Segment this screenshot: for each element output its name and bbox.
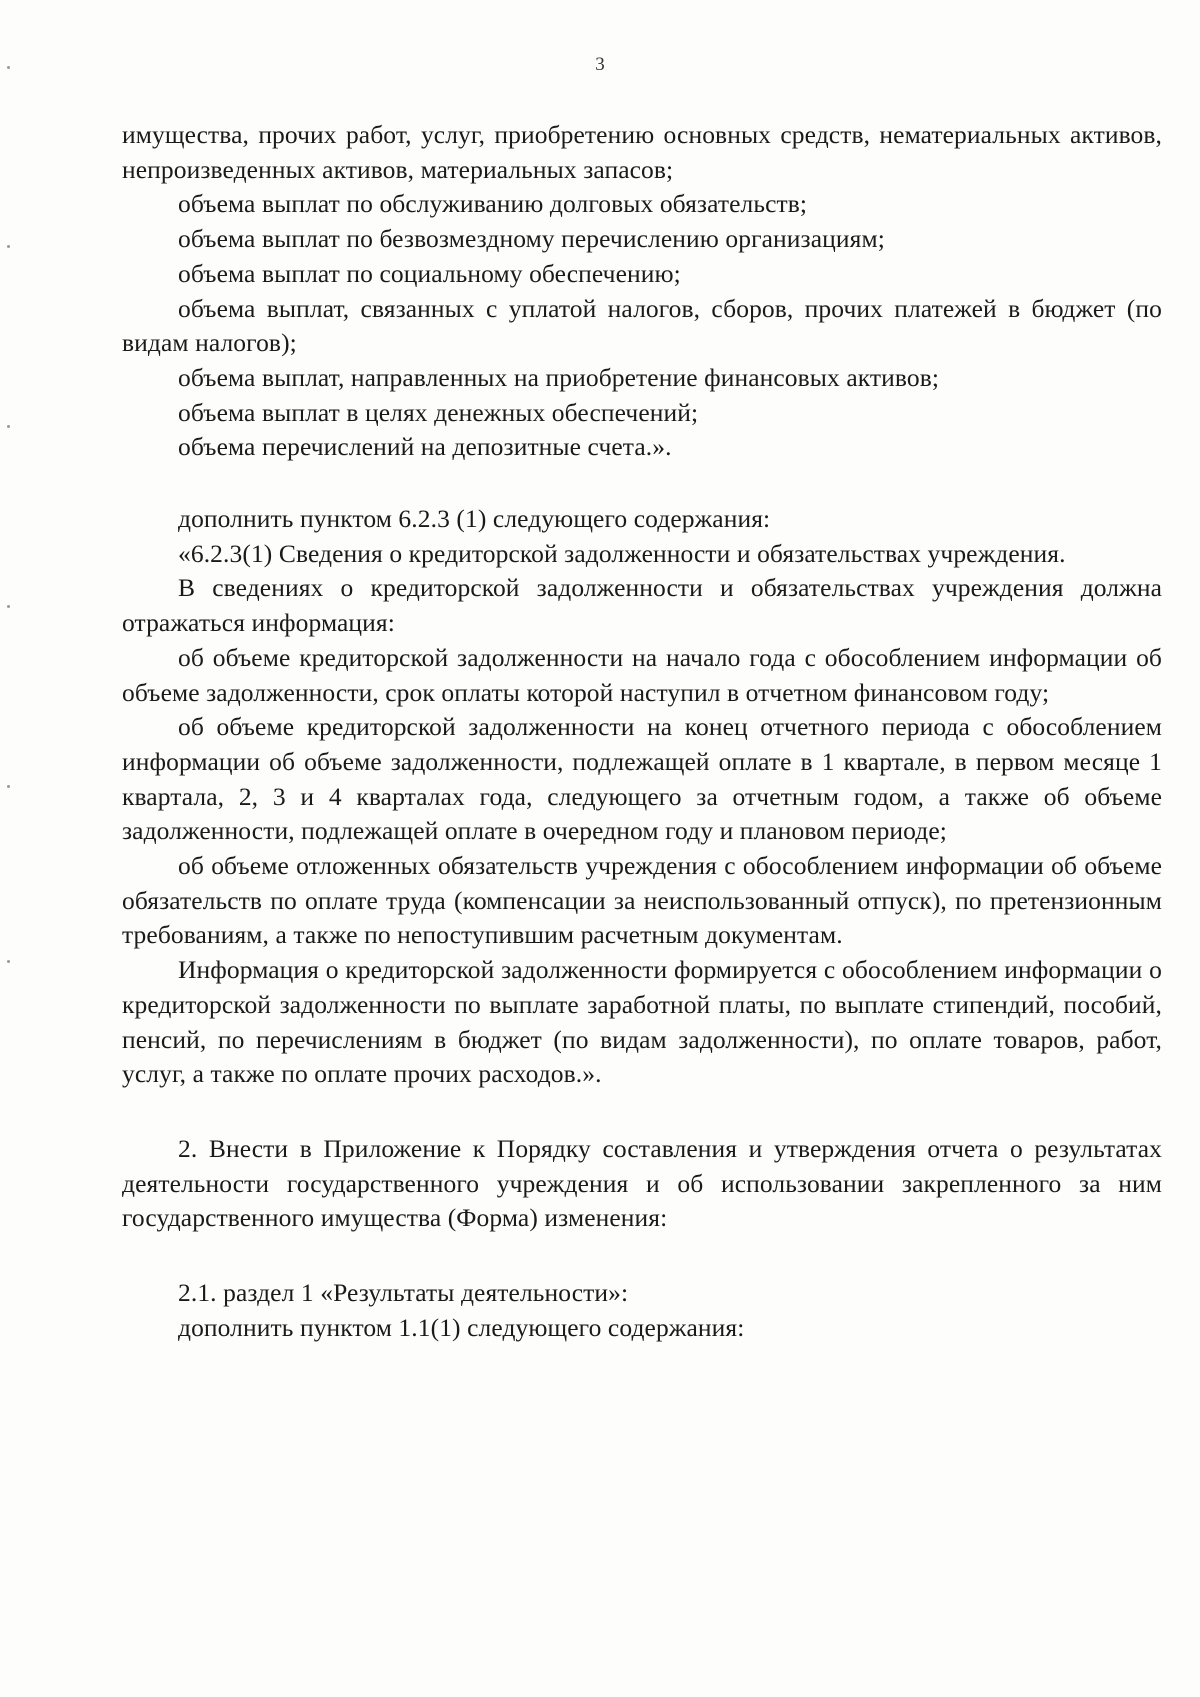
list-item: об объеме кредиторской задолженности на начало года с обособлением информации об объеме задолженности, срок оплаты которой наступил в отчетном финансовом году; <box>122 642 1162 707</box>
page-number: 3 <box>595 54 605 75</box>
list-item: объема выплат по безвозмездному перечислению организациям; <box>178 224 885 254</box>
scan-speck <box>7 960 10 963</box>
spacer <box>122 465 1162 502</box>
spacer <box>122 1092 1162 1132</box>
amendment-instruction: дополнить пунктом 1.1(1) следующего содержания: <box>178 1312 745 1342</box>
amendment-instruction: дополнить пунктом 6.2.3 (1) следующего содержания: <box>178 504 771 534</box>
scan-speck <box>7 425 10 428</box>
list-item: объема выплат по обслуживанию долговых обязательств; <box>178 189 808 219</box>
scan-speck <box>7 785 10 788</box>
list-item: объема перечислений на депозитные счета.». <box>178 432 672 462</box>
list-item: объема выплат, направленных на приобретение финансовых активов; <box>178 362 940 392</box>
numbered-clause: 2. Внести в Приложение к Порядку составления и утверждения отчета о результатах деятельности государственного учреждения и об использовании закрепленного за ним государственного имущества (Форма) изменения: <box>122 1133 1162 1233</box>
list-item: объема выплат в целях денежных обеспечений; <box>178 397 699 427</box>
paragraph: Информация о кредиторской задолженности формируется с обособлением информации о кредиторской задолженности по выплате заработной платы, по выплате стипендий, пособий, пенсий, по перечислениям в бюджет (по видам задолженности), по оплате товаров, работ, услуг, а также по оплате прочих расходов.». <box>122 955 1162 1089</box>
scan-speck <box>7 605 10 608</box>
list-item: объема выплат, связанных с уплатой налогов, сборов, прочих платежей в бюджет (по видам налогов); <box>122 293 1162 358</box>
list-item: об объеме отложенных обязательств учреждения с обособлением информации об объеме обязательств по оплате труда (компенсации за неиспользованный отпуск), по претензионным требованиям, а также по непоступившим расчетным документам. <box>122 851 1162 950</box>
section-heading: «6.2.3(1) Сведения о кредиторской задолженности и обязательствах учреждения. <box>178 538 1066 568</box>
list-item: объема выплат по социальному обеспечению; <box>178 258 681 288</box>
spacer <box>122 1236 1162 1276</box>
sub-clause: 2.1. раздел 1 «Результаты деятельности»: <box>178 1278 629 1308</box>
list-item: об объеме кредиторской задолженности на конец отчетного периода с обособлением информации об объеме задолженности, подлежащей оплате в 1 квартале, в первом месяце 1 квартала, 2, 3 и 4 кварталах года, следующего за отчетным годом, а также об объеме задолженности, подлежащей оплате в очередном году и плановом периоде; <box>122 712 1162 846</box>
scan-speck <box>7 245 10 248</box>
document-body <box>122 118 1162 1346</box>
paragraph: В сведениях о кредиторской задолженности и обязательствах учреждения должна отражаться информация: <box>122 573 1162 638</box>
paragraph: имущества, прочих работ, услуг, приобретению основных средств, нематериальных активов, непроизведенных активов, материальных запасов; <box>122 120 1162 184</box>
